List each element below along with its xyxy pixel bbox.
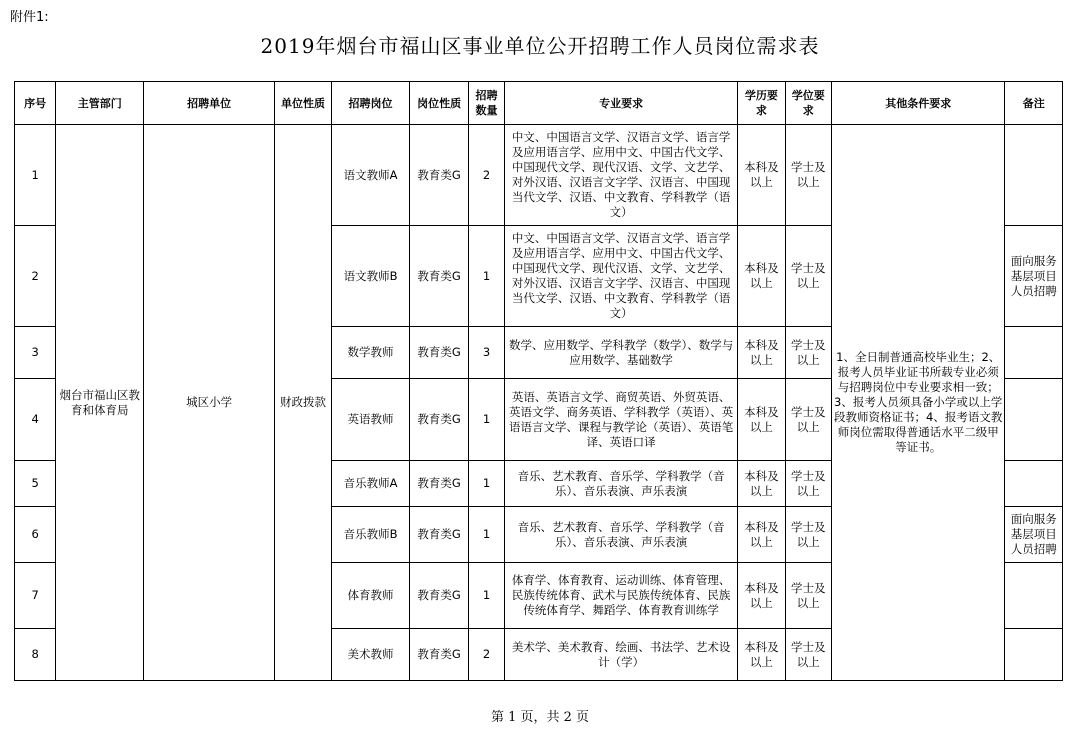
major-cell: 中文、中国语言文学、汉语言文学、语言学及应用语言学、应用中文、中国古代文学、中国现代文学、现代汉语、文学、文艺学、对外汉语、汉语言文字学、汉语言、中国现当代文学、汉语、中文教育、学科教学（语文）: [505, 226, 738, 327]
seq-cell: 3: [15, 327, 56, 379]
count-cell: 1: [468, 379, 504, 461]
post-type-cell: 教育类G: [410, 629, 469, 681]
major-cell: 美术学、美术教育、绘画、书法学、艺术设计（学）: [505, 629, 738, 681]
education-cell: 本科及以上: [738, 563, 785, 629]
degree-cell: 学士及以上: [785, 507, 831, 563]
seq-cell: 7: [15, 563, 56, 629]
position-cell: 数学教师: [331, 327, 410, 379]
post-type-cell: 教育类G: [410, 461, 469, 507]
attachment-label: 附件1:: [10, 10, 49, 25]
note-cell: [1005, 461, 1063, 507]
header-major: 专业要求: [505, 82, 738, 125]
note-cell: [1005, 327, 1063, 379]
position-cell: 音乐教师B: [331, 507, 410, 563]
nature-cell: 财政拨款: [275, 125, 331, 681]
note-cell: [1005, 563, 1063, 629]
header-seq: 序号: [15, 82, 56, 125]
note-cell: 面向服务基层项目人员招聘: [1005, 226, 1063, 327]
major-cell: 数学、应用数学、学科教学（数学）、数学与应用数学、基础数学: [505, 327, 738, 379]
page-footer: 第 1 页，共 2 页: [490, 710, 590, 725]
header-dept: 主管部门: [56, 82, 144, 125]
count-cell: 3: [468, 327, 504, 379]
count-cell: 2: [468, 125, 504, 226]
header-nature: 单位性质: [275, 82, 331, 125]
header-other: 其他条件要求: [831, 82, 1004, 125]
major-cell: 英语、英语言文学、商贸英语、外贸英语、英语文学、商务英语、学科教学（英语）、英语语言文学、课程与教学论（英语）、英语笔译、英语口译: [505, 379, 738, 461]
position-cell: 音乐教师A: [331, 461, 410, 507]
seq-cell: 6: [15, 507, 56, 563]
post-type-cell: 教育类G: [410, 379, 469, 461]
note-cell: [1005, 379, 1063, 461]
post-type-cell: 教育类G: [410, 507, 469, 563]
note-cell: 面向服务基层项目人员招聘: [1005, 507, 1063, 563]
major-cell: 中文、中国语言文学、汉语言文学、语言学及应用语言学、应用中文、中国古代文学、中国现代文学、现代汉语、文学、文艺学、对外汉语、汉语言文字学、汉语言、中国现当代文学、汉语、中文教育、学科教学（语文）: [505, 125, 738, 226]
education-cell: 本科及以上: [738, 125, 785, 226]
post-type-cell: 教育类G: [410, 125, 469, 226]
position-cell: 语文教师A: [331, 125, 410, 226]
unit-cell: 城区小学: [144, 125, 275, 681]
degree-cell: 学士及以上: [785, 226, 831, 327]
note-cell: [1005, 629, 1063, 681]
header-post-type: 岗位性质: [410, 82, 469, 125]
degree-cell: 学士及以上: [785, 461, 831, 507]
post-type-cell: 教育类G: [410, 327, 469, 379]
position-cell: 美术教师: [331, 629, 410, 681]
header-unit: 招聘单位: [144, 82, 275, 125]
major-cell: 体育学、体育教育、运动训练、体育管理、民族传统体育、武术与民族传统体育、民族传统体育学、舞蹈学、体育教育训练学: [505, 563, 738, 629]
count-cell: 1: [468, 507, 504, 563]
position-table: [14, 81, 1063, 681]
header-row: [15, 82, 1063, 125]
other-requirements-cell: 1、全日制普通高校毕业生；2、报考人员毕业证书所载专业必须与招聘岗位中专业要求相一致；3、报考人员须具备小学或以上学段教师资格证书；4、报考语文教师岗位需取得普通话水平二级甲等证书。: [831, 125, 1004, 681]
note-cell: [1005, 125, 1063, 226]
header-position: 招聘岗位: [331, 82, 410, 125]
count-cell: 1: [468, 226, 504, 327]
education-cell: 本科及以上: [738, 629, 785, 681]
page-title: 2019年烟台市福山区事业单位公开招聘工作人员岗位需求表: [260, 34, 820, 58]
seq-cell: 1: [15, 125, 56, 226]
major-cell: 音乐、艺术教育、音乐学、学科教学（音乐）、音乐表演、声乐表演: [505, 461, 738, 507]
education-cell: 本科及以上: [738, 507, 785, 563]
education-cell: 本科及以上: [738, 226, 785, 327]
position-cell: 体育教师: [331, 563, 410, 629]
header-count: 招聘数量: [468, 82, 504, 125]
header-degree: 学位要求: [785, 82, 831, 125]
count-cell: 1: [468, 563, 504, 629]
seq-cell: 8: [15, 629, 56, 681]
major-cell: 音乐、艺术教育、音乐学、学科教学（音乐）、音乐表演、声乐表演: [505, 507, 738, 563]
degree-cell: 学士及以上: [785, 125, 831, 226]
table-row: [15, 125, 1063, 226]
position-cell: 英语教师: [331, 379, 410, 461]
post-type-cell: 教育类G: [410, 563, 469, 629]
seq-cell: 4: [15, 379, 56, 461]
header-note: 备注: [1005, 82, 1063, 125]
degree-cell: 学士及以上: [785, 379, 831, 461]
post-type-cell: 教育类G: [410, 226, 469, 327]
seq-cell: 5: [15, 461, 56, 507]
count-cell: 1: [468, 461, 504, 507]
education-cell: 本科及以上: [738, 379, 785, 461]
degree-cell: 学士及以上: [785, 563, 831, 629]
degree-cell: 学士及以上: [785, 327, 831, 379]
header-education: 学历要求: [738, 82, 785, 125]
education-cell: 本科及以上: [738, 327, 785, 379]
dept-cell: 烟台市福山区教育和体育局: [56, 125, 144, 681]
position-cell: 语文教师B: [331, 226, 410, 327]
education-cell: 本科及以上: [738, 461, 785, 507]
count-cell: 2: [468, 629, 504, 681]
degree-cell: 学士及以上: [785, 629, 831, 681]
seq-cell: 2: [15, 226, 56, 327]
